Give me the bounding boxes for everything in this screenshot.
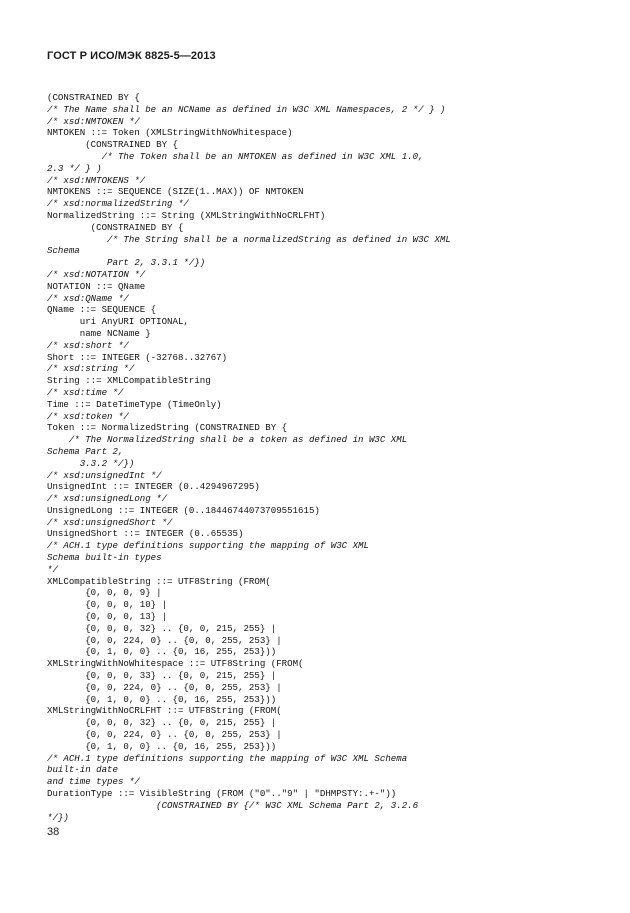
code-comment-line: Schema: [47, 245, 80, 257]
asn1-code-listing: [47, 92, 607, 823]
code-comment-line: /* The Name shall be an NCName as defined in W3C XML Namespaces, 2 */ } ): [47, 103, 446, 115]
code-comment-line: /* xsd:unsignedShort */: [47, 516, 173, 528]
code-comment-line: (CONSTRAINED BY {/* W3C XML Schema Part 2, 3.2.6: [47, 799, 419, 811]
code-comment-line: Part 2, 3.3.1 */}): [47, 257, 206, 269]
code-line: {0, 0, 0, 33} .. {0, 0, 215, 255} |: [47, 670, 277, 682]
code-comment-line: /* The NormalizedString shall be a token as defined in W3C XML: [47, 434, 408, 446]
code-line: DurationType ::= VisibleString (FROM ("0".."9" | "DHMPSTY:.+-")): [47, 788, 397, 800]
code-comment-line: /* xsd:NOTATION */: [47, 268, 146, 280]
code-comment-line: Schema Part 2,: [47, 445, 124, 457]
code-comment-line: /* xsd:token */: [47, 410, 129, 422]
code-comment-line: and time types */: [47, 776, 140, 788]
code-line: UnsignedLong ::= INTEGER (0..18446744073709551615): [47, 504, 320, 516]
page-number: 38: [47, 826, 60, 838]
code-line: (CONSTRAINED BY {: [47, 92, 140, 103]
code-line: uri AnyURI OPTIONAL,: [47, 316, 189, 328]
code-line: XMLStringWithNoCRLFHT ::= UTF8String (FROM(: [47, 705, 282, 717]
standard-designation-header: ГОСТ Р ИСО/МЭК 8825-5—2013: [47, 50, 216, 62]
code-line: {0, 0, 0, 9} |: [47, 587, 162, 599]
code-line: UnsignedInt ::= INTEGER (0..4294967295): [47, 481, 260, 493]
code-line: QName ::= SEQUENCE {: [47, 304, 157, 316]
code-line: (CONSTRAINED BY {: [47, 221, 184, 233]
code-line: {0, 0, 224, 0} .. {0, 0, 255, 253} |: [47, 681, 282, 693]
code-comment-line: /* xsd:time */: [47, 386, 124, 398]
code-comment-line: built-in date: [47, 764, 118, 776]
code-line: {0, 0, 0, 10} |: [47, 599, 168, 611]
code-line: {0, 1, 0, 0} .. {0, 16, 255, 253})): [47, 646, 277, 658]
code-line: XMLCompatibleString ::= UTF8String (FROM(: [47, 575, 271, 587]
code-line: Time ::= DateTimeType (TimeOnly): [47, 398, 222, 410]
code-comment-line: /* xsd:string */: [47, 363, 135, 375]
code-comment-line: /* The Token shall be an NMTOKEN as defined in W3C XML 1.0,: [47, 150, 424, 162]
code-line: XMLStringWithNoWhitespace ::= UTF8String (FROM(: [47, 658, 304, 670]
code-comment-line: 2.3 */ } ): [47, 162, 102, 174]
code-line: (CONSTRAINED BY {: [47, 139, 178, 151]
code-comment-line: /* xsd:NMTOKENS */: [47, 174, 146, 186]
code-line: name NCName }: [47, 327, 151, 339]
code-line: UnsignedShort ::= INTEGER (0..65535): [47, 528, 244, 540]
code-comment-line: /* xsd:short */: [47, 339, 129, 351]
code-line: NMTOKEN ::= Token (XMLStringWithNoWhitespace): [47, 127, 293, 139]
code-comment-line: /* xsd:unsignedInt */: [47, 469, 162, 481]
code-line: {0, 0, 0, 32} .. {0, 0, 215, 255} |: [47, 622, 277, 634]
code-line: {0, 1, 0, 0} .. {0, 16, 255, 253})): [47, 693, 277, 705]
code-line: {0, 0, 0, 32} .. {0, 0, 215, 255} |: [47, 717, 277, 729]
code-comment-line: /* xsd:normalizedString */: [47, 198, 189, 210]
code-line: Token ::= NormalizedString (CONSTRAINED BY {: [47, 422, 288, 434]
code-comment-line: /* ACH.1 type definitions supporting the mapping of W3C XML: [47, 540, 369, 552]
code-line: {0, 0, 224, 0} .. {0, 0, 255, 253} |: [47, 729, 282, 741]
code-comment-line: /* xsd:NMTOKEN */: [47, 115, 140, 127]
code-line: Short ::= INTEGER (-32768..32767): [47, 351, 228, 363]
code-comment-line: Schema built-in types: [47, 552, 162, 564]
code-comment-line: /* xsd:unsignedLong */: [47, 493, 168, 505]
code-comment-line: /* The String shall be a normalizedString as defined in W3C XML: [47, 233, 451, 245]
code-line: String ::= XMLCompatibleString: [47, 375, 211, 387]
code-comment-line: /* xsd:QName */: [47, 292, 129, 304]
code-line: NMTOKENS ::= SEQUENCE (SIZE(1..MAX)) OF NMTOKEN: [47, 186, 304, 198]
code-comment-line: */: [47, 563, 58, 575]
code-line: {0, 0, 224, 0} .. {0, 0, 255, 253} |: [47, 634, 282, 646]
code-comment-line: */}): [47, 811, 69, 823]
code-comment-line: 3.3.2 */}): [47, 457, 135, 469]
code-line: {0, 0, 0, 13} |: [47, 611, 168, 623]
code-line: {0, 1, 0, 0} .. {0, 16, 255, 253})): [47, 740, 277, 752]
code-line: NOTATION ::= QName: [47, 280, 146, 292]
code-line: NormalizedString ::= String (XMLStringWithNoCRLFHT): [47, 209, 326, 221]
code-comment-line: /* ACH.1 type definitions supporting the mapping of W3C XML Schema: [47, 752, 408, 764]
